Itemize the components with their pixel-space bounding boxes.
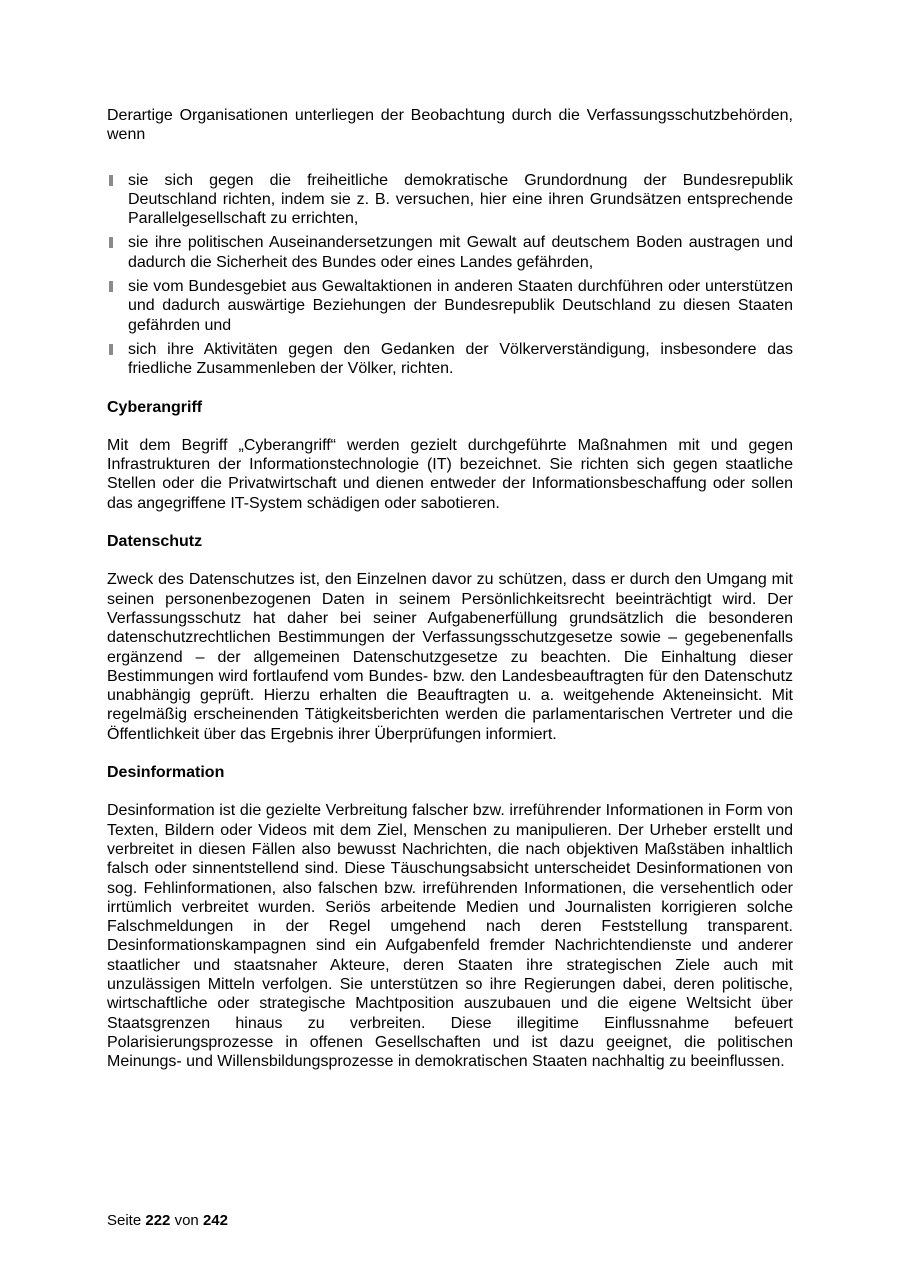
bullet-icon bbox=[109, 344, 113, 355]
intro-paragraph: Derartige Organisationen unterliegen der Beobachtung durch die Verfassungsschutzbehörden, wenn bbox=[107, 107, 793, 144]
section-paragraph: Zweck des Datenschutzes ist, den Einzelnen davor zu schützen, dass er durch den Umgang mit seinen personenbezogenen Daten in seinem Persönlichkeitsrecht beeinträchtigt wird. Der Verfassungsschutz hat daher bei seiner Aufgabenerfüllung grundsätzlich die besonderen datenschutzrechtlichen Bestimmungen der Verfassungsschutzgesetze sowie – gegebenenfalls ergänzend – der allgemeinen Datenschutzgesetze zu beachten. Die Einhaltung dieser Bestimmungen wird fortlaufend vom Bundes- bzw. den Landesbeauftragten für den Datenschutz unabhängig geprüft. Hierzu erhalten die Beauftragten u. a. weitgehende Akteneinsicht. Mit regelmäßig erscheinenden Tätigkeitsberichten werden die parlamentarischen Vertreter und die Öffentlichkeit über das Ergebnis ihrer Überprüfungen informiert. bbox=[107, 571, 793, 743]
conditions-list bbox=[107, 171, 793, 379]
list-item-text: sie sich gegen die freiheitliche demokratische Grundordnung der Bundesrepublik Deutschland richten, indem sie z. B. versuchen, hier eine ihren Grundsätzen entsprechende Parallelgesellschaft zu errichten, bbox=[128, 171, 793, 228]
list-item bbox=[107, 340, 793, 379]
document-body bbox=[107, 106, 793, 1090]
bullet-icon bbox=[109, 281, 113, 292]
footer-prefix: Seite bbox=[107, 1212, 142, 1229]
list-item-text: sie vom Bundesgebiet aus Gewaltaktionen in anderen Staaten durchführen oder unterstützen und dadurch auswärtige Beziehungen der Bundesrepublik Deutschland zu diesen Staaten gefährden und bbox=[128, 278, 793, 334]
list-item bbox=[107, 277, 793, 335]
section-paragraph: Mit dem Begriff „Cyberangriff“ werden gezielt durchgeführte Maßnahmen mit und gegen Infrastrukturen der Informationstechnologie (IT) bezeichnet. Sie richten sich gegen staatliche Stellen oder die Privatwirtschaft und dienen entweder der Informationsbeschaffung oder sollen das angegriffene IT-System schädigen oder sabotieren. bbox=[107, 436, 793, 512]
footer-middle: von bbox=[174, 1212, 199, 1229]
section-heading: Datenschutz bbox=[107, 533, 203, 551]
section-heading: Desinformation bbox=[107, 764, 225, 782]
list-item-text: sie ihre politischen Auseinandersetzungen mit Gewalt auf deutschem Boden austragen und dadurch die Sicherheit des Bundes oder eines Landes gefährden, bbox=[128, 234, 793, 271]
bullet-icon bbox=[109, 175, 113, 186]
list-item bbox=[107, 171, 793, 229]
section-datenschutz bbox=[107, 532, 793, 744]
current-page-number: 222 bbox=[145, 1212, 171, 1229]
section-cyberangriff bbox=[107, 398, 793, 513]
section-desinformation bbox=[107, 763, 793, 1071]
page-footer bbox=[107, 1212, 228, 1229]
section-paragraph: Desinformation ist die gezielte Verbreitung falscher bzw. irreführender Informationen in Form von Texten, Bildern oder Videos mit dem Ziel, Menschen zu manipulieren. Der Urheber erstellt und verbreitet in diesen Fällen also bewusst Nachrichten, die nach objektiven Maßstäben inhaltlich falsch oder sinnentstellend sind. Diese Täuschungsabsicht unterscheidet Desinformationen von sog. Fehlinformationen, also falschen bzw. irreführenden Informationen, die versehentlich oder irrtümlich verbreitet wurden. Seriös arbeitende Medien und Journalisten korrigieren solche Falschmeldungen in der Regel umgehend nach deren Feststellung transparent. Desinformationskampagnen sind ein Aufgabenfeld fremder Nachrichtendienste und anderer staatlicher und staatsnaher Akteure, deren Staaten ihre strategischen Ziele auch mit unzulässigen Mitteln verfolgen. Sie unterstützen so ihre Regierungen dabei, deren politische, wirtschaftliche oder strategische Machtposition auszubauen und die eigene Weltsicht über Staatsgrenzen hinaus zu verbreiten. Diese illegitime Einflussnahme befeuert Polarisierungsprozesse in offenen Gesellschaften und ist dazu geeignet, die politischen Meinungs- und Willensbildungsprozesse in demokratischen Staaten nachhaltig zu beeinflussen. bbox=[107, 802, 793, 1071]
list-item bbox=[107, 233, 793, 272]
total-page-count: 242 bbox=[202, 1212, 228, 1229]
section-heading: Cyberangriff bbox=[107, 398, 203, 416]
bullet-icon bbox=[109, 237, 113, 248]
list-item-text: sich ihre Aktivitäten gegen den Gedanken der Völkerverständigung, insbesondere das friedliche Zusammenleben der Völker, richten. bbox=[128, 340, 793, 378]
